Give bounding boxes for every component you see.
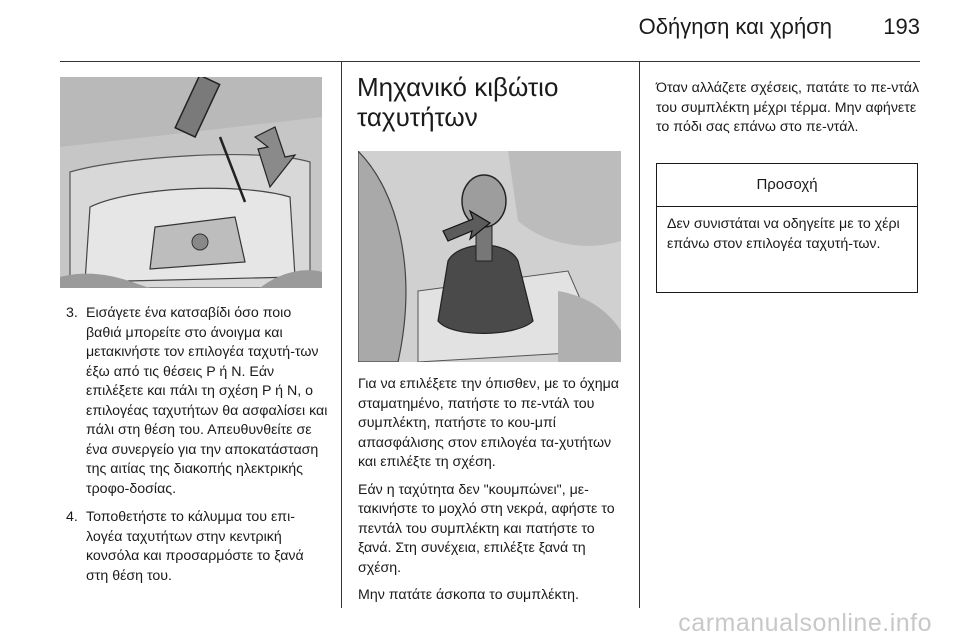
paragraph: Για να επιλέξετε την όπισθεν, με το όχημα σταματημένο, πατήστε το πε-ντάλ του συμπλέκτη, πατήστε το κου-μπί απασφάλισης στον επιλογέα τα-χυτήτων και επιλέξτε τη σχέση.	[358, 376, 619, 470]
gear-lever-illustration	[358, 151, 621, 362]
header-rule	[60, 61, 920, 62]
page-number: 193	[883, 14, 920, 39]
page-header-title: Οδήγηση και χρήση	[638, 14, 832, 39]
watermark: carmanualsonline.info	[678, 609, 932, 637]
paragraph: Εάν η ταχύτητα δεν "κουμπώνει", με-τακινήστε το μοχλό στη νεκρά, αφήστε το πεντάλ του συμπλέκτη και πατήστε το ξανά. Στη συνέχεια, επιλέξτε ξανά τη σχέση.	[358, 481, 615, 576]
paragraph: Μην πατάτε άσκοπα το συμπλέκτη.	[358, 587, 579, 603]
column-divider-left	[341, 62, 342, 608]
step-text: Τοποθετήστε το κάλυμμα του επι-λογέα ταχυτήτων στην κεντρική κονσόλα και προσαρμόστε το ξανά στη θέση του.	[86, 509, 304, 584]
list-item-step-3	[66, 304, 328, 499]
steps-list	[66, 304, 328, 595]
caution-box	[656, 163, 918, 293]
list-item-step-4	[66, 508, 328, 586]
screwdriver-illustration	[60, 77, 322, 288]
caution-title: Προσοχή	[657, 164, 917, 207]
section-heading: Μηχανικό κιβώτιο ταχυτήτων	[357, 72, 559, 132]
caution-text: Δεν συνιστάται να οδηγείτε με το χέρι επάνω στον επιλογέα ταχυτή-των.	[667, 216, 900, 252]
step-number: 3.	[66, 305, 78, 321]
paragraph: Όταν αλλάζετε σχέσεις, πατάτε το πε-ντάλ του συμπλέκτη μέχρι τέρμα. Μην αφήνετε το πόδι σας επάνω στο πε-ντάλ.	[656, 80, 920, 135]
middle-body-text	[358, 375, 628, 614]
column-divider-right	[639, 62, 640, 608]
step-number: 4.	[66, 509, 78, 525]
step-text: Εισάγετε ένα κατσαβίδι όσο ποιο βαθιά μπορείτε στο άνοιγμα και μετακινήστε τον επιλογέα ταχυτή-των έξω από τις θέσεις P ή N. Εάν επιλέξετε και πάλι τη σχέση P ή N, ο επιλογέας ταχυτήτων θα ασφαλίσει και πάλι στη θέση του. Απευθυνθείτε σε ένα συνεργείο για την αποκατάσταση της αιτίας της διακοπής ηλεκτρικής τροφο-δοσίας.	[86, 305, 328, 497]
right-body-text	[656, 79, 922, 146]
